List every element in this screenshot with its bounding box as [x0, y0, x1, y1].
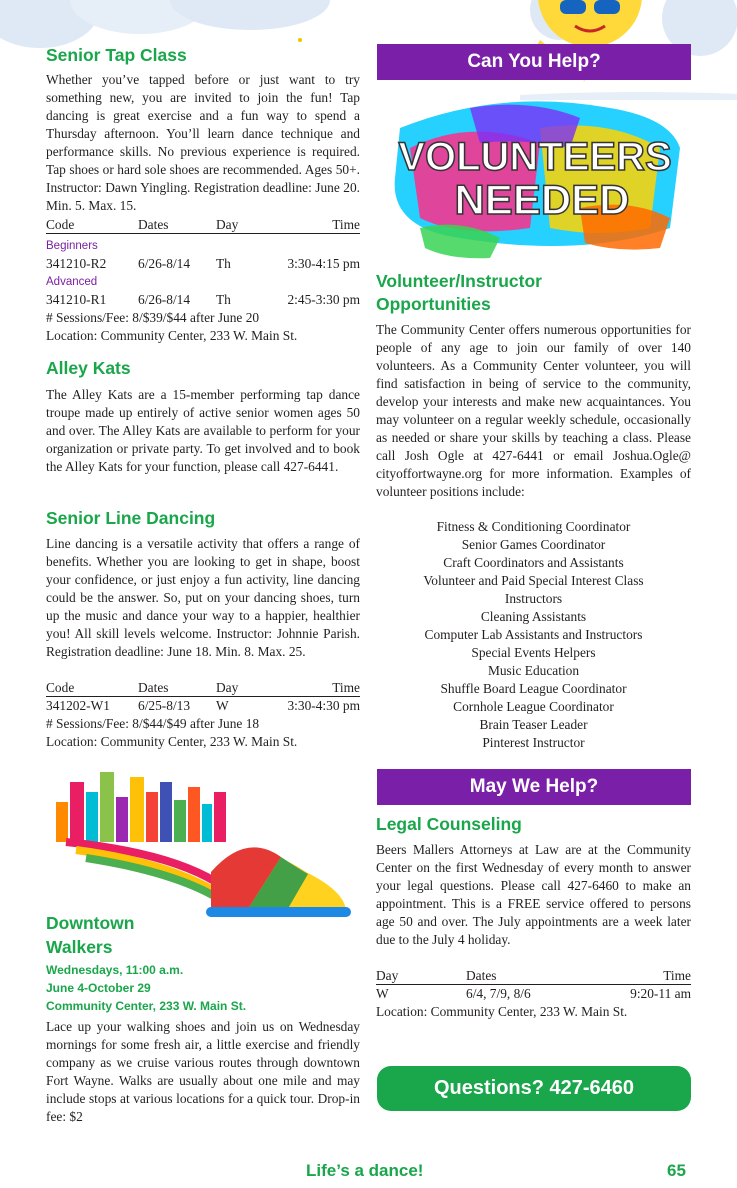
footer-tagline: Life’s a dance! [306, 1161, 424, 1180]
list-item: Fitness & Conditioning Coordinator [436, 519, 631, 534]
walkers-body: Lace up your walking shoes and join us on Wednesday mornings for some fresh air, a little exercise and friendly company as we cruise various routes through downtown Fort Wayne. Walks are usually about one mile and may include stops at various locations for a quick tour. Drop-in fee: $2 [46, 1019, 360, 1124]
walkers-title [46, 911, 134, 959]
line-dancing-table [46, 679, 360, 751]
senior-tap-table [46, 216, 360, 345]
list-item: Volunteer and Paid Special Interest Class [423, 573, 644, 588]
cell-code: 341210-R1 [46, 292, 107, 307]
volunteer-body: The Community Center offers numerous opportunities for people of any age to join our family of over 140 volunteers. As a Community Center volunteer, you will find satisfaction in being of service to the community, develop your interests and make new acquaintances. You may volunteer on a regular weekly schedule, occasionally as needed or share your skills by teaching a class. Please call Josh Ogle at 427-6441 or email Joshua.Ogle@ cityoffortwayne.org for more information. Examples of volunteer positions include: [376, 322, 691, 499]
table-header [46, 216, 360, 234]
group-label: Beginners [46, 240, 98, 252]
alley-kats-title: Alley Kats [46, 358, 131, 378]
senior-tap-body: Whether you’ve tapped before or just want to try something new, you are invited to join the fun! Tap dancing is great exercise and a fun way to spend a Thursday afternoon. You’ll learn dance technique and performance skills. No previous experience is required. Tap shoes or hard sole shoes are recommended. Ages 50+. Instructor: Dawn Yingling. Registration deadline: June 20. Min. 5. Max. 15. [46, 72, 360, 213]
cell-day: Th [216, 292, 231, 307]
questions-button[interactable]: Questions? 427-6460 [377, 1066, 691, 1111]
fee-line: # Sessions/Fee: 8/$39/$44 after June 20 [46, 310, 260, 325]
col-code: Code [46, 680, 75, 695]
fee-line: # Sessions/Fee: 8/$44/$49 after June 18 [46, 716, 260, 731]
legal-table [376, 967, 691, 1021]
legal-body: Beers Mallers Attorneys at Law are at the Community Center on the first Wednesday of every month to answer your legal questions. Please call 427-6460 to make an appointment. This is a FREE service offered to persons age 50 and over. The July appointments are a week later due to the July 4 holiday. [376, 842, 691, 947]
list-item: Special Events Helpers [471, 645, 596, 660]
line-dancing-title: Senior Line Dancing [46, 508, 216, 528]
list-item: Cleaning Assistants [480, 609, 587, 624]
list-item: Senior Games Coordinator [461, 537, 606, 552]
walkers-dates: June 4-October 29 [46, 981, 151, 995]
col-time: Time [663, 968, 691, 983]
cell-code: 341202-W1 [46, 698, 110, 713]
location-line: Location: Community Center, 233 W. Main St. [376, 1004, 628, 1019]
cell-time: 2:45-3:30 pm [287, 292, 360, 307]
cell-time: 9:20-11 am [630, 986, 691, 1001]
col-dates: Dates [138, 680, 169, 695]
location-line: Location: Community Center, 233 W. Main St. [46, 328, 298, 343]
list-item: Music Education [487, 663, 580, 678]
walking-shoe-city-illustration [46, 762, 360, 922]
walkers-info [46, 961, 246, 1015]
volunteers-needed-banner [380, 88, 690, 264]
page-number: 65 [667, 1161, 686, 1180]
cell-dates: 6/25-8/13 [138, 698, 191, 713]
legal-title: Legal Counseling [376, 814, 522, 834]
table-row [376, 985, 691, 1003]
list-item: Cornhole League Coordinator [453, 699, 614, 714]
col-code: Code [46, 217, 75, 232]
cell-time: 3:30-4:30 pm [287, 698, 360, 713]
volunteer-title [376, 270, 542, 316]
volunteer-title-line1: Volunteer/Instructor [376, 271, 542, 291]
cell-dates: 6/26-8/14 [138, 256, 191, 271]
cell-dates: 6/4, 7/9, 8/6 [466, 986, 531, 1001]
list-item: Instructors [504, 591, 563, 606]
cell-dates: 6/26-8/14 [138, 292, 191, 307]
cell-code: 341210-R2 [46, 256, 107, 271]
volunteer-positions-list [376, 518, 691, 752]
list-item: Pinterest Instructor [482, 735, 585, 750]
table-row [46, 291, 360, 309]
walkers-title-line1: Downtown [46, 913, 135, 933]
alley-kats-body: The Alley Kats are a 15-member performing tap dance troupe made up entirely of active senior women ages 50 and over. The Alley Kats are available to perform for your organization or private party. To get involved and to book the Alley Kats for your function, please call 427-6441. [46, 387, 360, 474]
cell-day: Th [216, 256, 231, 271]
banner-bottom-text: NEEDED [454, 176, 630, 223]
may-we-help-bar: May We Help? [377, 769, 691, 805]
can-you-help-bar: Can You Help? [377, 44, 691, 80]
list-item: Brain Teaser Leader [479, 717, 588, 732]
line-dancing-body: Line dancing is a versatile activity that offers a range of benefits. Whether you are looking to get in shape, boost your confidence, or just enjoy a fun activity, line dancing could be the answer. So, put on your dancing shoes, turn up the music and dance your way to a happier, healthier you! All skill levels welcome. Instructor: Johnnie Parish. Registration deadline: June 18. Min. 8. Max. 25. [46, 536, 360, 659]
group-label: Advanced [46, 276, 98, 288]
banner-top-text: VOLUNTEERS [398, 135, 672, 179]
col-dates: Dates [466, 968, 497, 983]
col-time: Time [332, 217, 360, 232]
walkers-title-line2: Walkers [46, 937, 113, 957]
table-header [376, 967, 691, 985]
cell-time: 3:30-4:15 pm [287, 256, 360, 271]
table-row [46, 697, 360, 715]
walkers-location: Community Center, 233 W. Main St. [46, 999, 247, 1013]
cell-day: W [216, 698, 229, 713]
table-header [46, 679, 360, 697]
list-item: Computer Lab Assistants and Instructors [424, 627, 643, 642]
col-day: Day [376, 968, 399, 983]
cell-day: W [376, 986, 389, 1001]
senior-tap-title: Senior Tap Class [46, 45, 187, 65]
table-row [46, 255, 360, 273]
location-line: Location: Community Center, 233 W. Main St. [46, 734, 298, 749]
col-day: Day [216, 217, 239, 232]
list-item: Shuffle Board League Coordinator [440, 681, 627, 696]
volunteer-title-line2: Opportunities [376, 294, 491, 314]
col-dates: Dates [138, 217, 169, 232]
col-time: Time [332, 680, 360, 695]
walkers-schedule: Wednesdays, 11:00 a.m. [46, 963, 184, 977]
col-day: Day [216, 680, 239, 695]
list-item: Craft Coordinators and Assistants [443, 555, 624, 570]
